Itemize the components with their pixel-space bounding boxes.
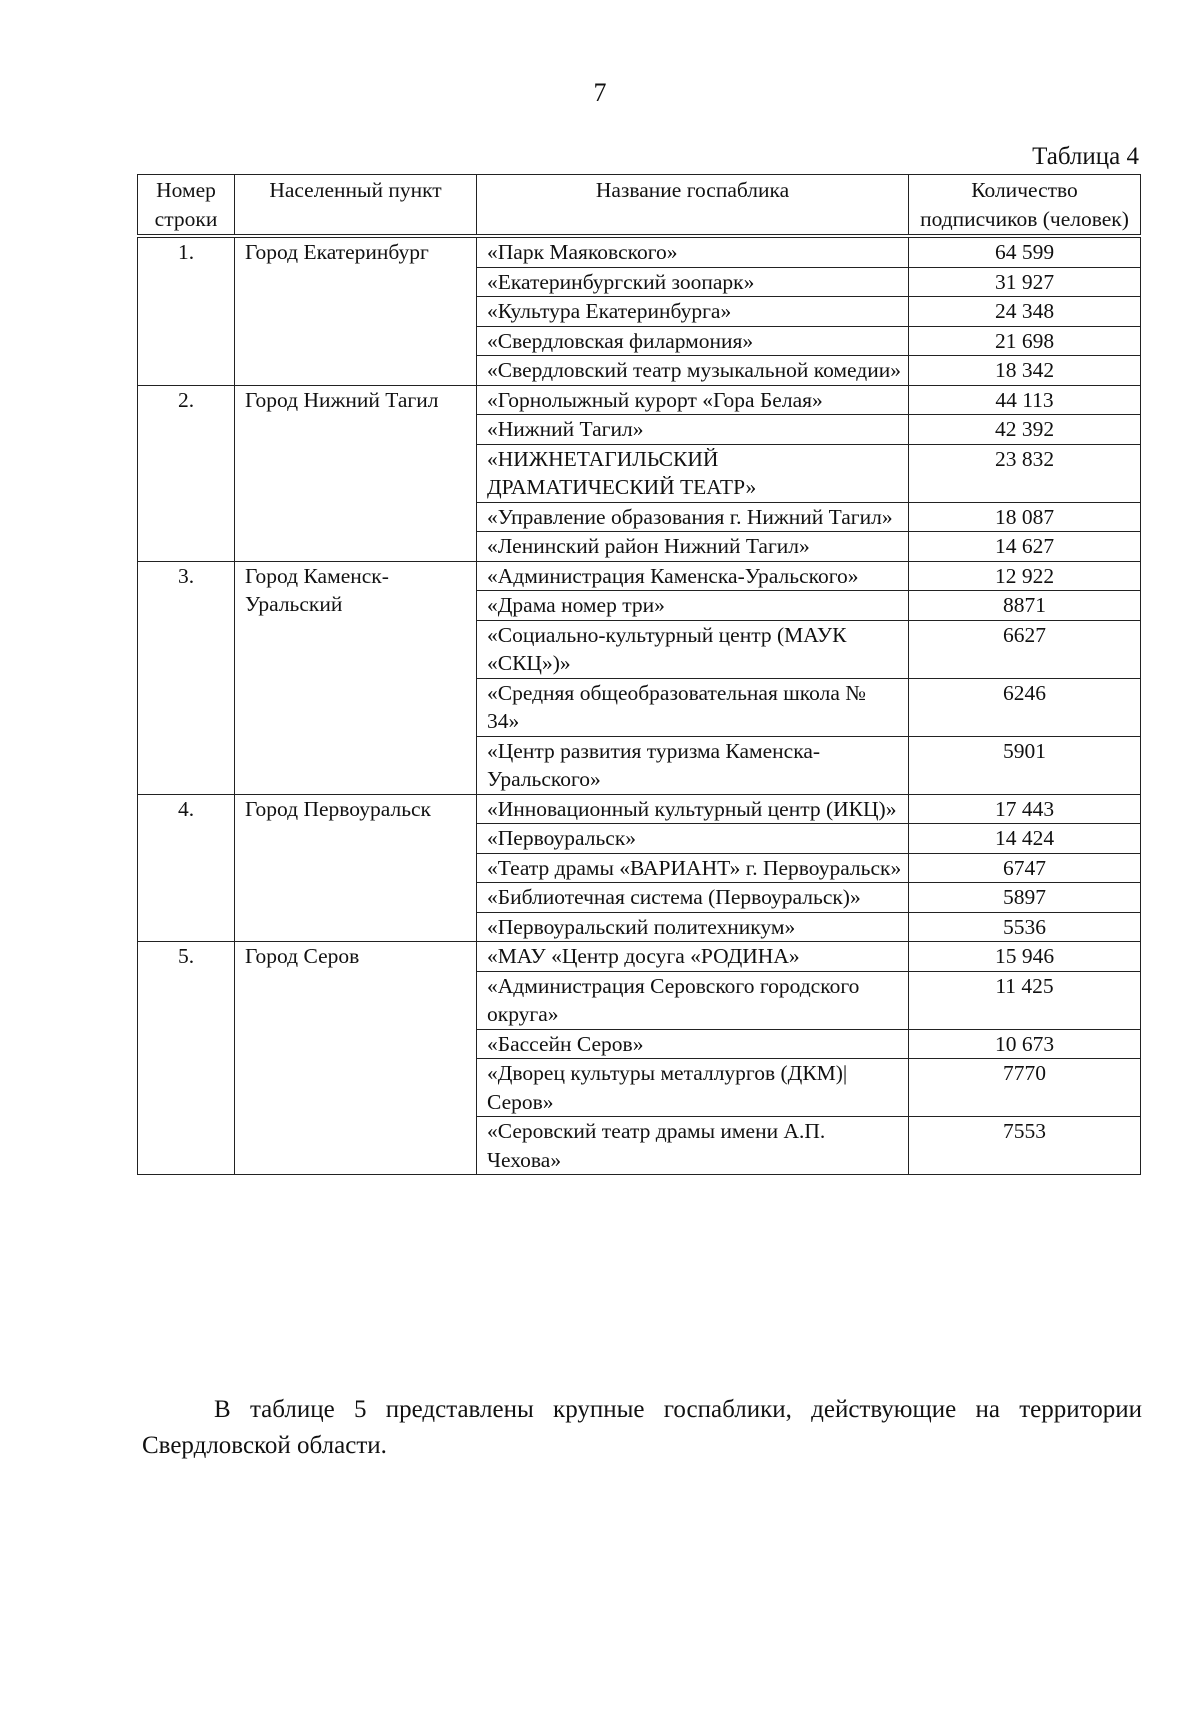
page-number: 7 <box>593 78 607 107</box>
subscribers-count-cell: 5897 <box>909 883 1141 913</box>
header-settlement: Населенный пункт <box>235 175 477 237</box>
settlement-cell: Город Нижний Тагил <box>235 385 477 561</box>
header-row-number: Номер строки <box>138 175 235 237</box>
public-name-cell: «Нижний Тагил» <box>477 415 909 445</box>
public-name-cell: «Культура Екатеринбурга» <box>477 297 909 327</box>
public-name-cell: «Екатеринбургский зоопарк» <box>477 267 909 297</box>
table-header <box>138 175 1141 237</box>
subscribers-count-cell: 15 946 <box>909 942 1141 972</box>
public-name-cell: «Свердловская филармония» <box>477 326 909 356</box>
table-body <box>138 236 1141 1175</box>
public-name-cell: «Парк Маяковского» <box>477 236 909 267</box>
public-name-cell: «Администрация Каменска-Уральского» <box>477 561 909 591</box>
subscribers-count-cell: 7770 <box>909 1059 1141 1117</box>
subscribers-count-cell: 21 698 <box>909 326 1141 356</box>
public-name-cell: «Ленинский район Нижний Тагил» <box>477 532 909 562</box>
subscribers-count-cell: 5536 <box>909 912 1141 942</box>
subscribers-count-cell: 10 673 <box>909 1029 1141 1059</box>
public-name-cell: «Центр развития туризма Каменска-Уральского» <box>477 736 909 794</box>
public-name-cell: «Инновационный культурный центр (ИКЦ)» <box>477 794 909 824</box>
row-number-cell: 1. <box>138 236 235 385</box>
header-subscribers-count: Количество подписчиков (человек) <box>909 175 1141 237</box>
public-name-cell: «Свердловский театр музыкальной комедии» <box>477 356 909 386</box>
header-public-name: Название госпаблика <box>477 175 909 237</box>
subscribers-count-cell: 14 424 <box>909 824 1141 854</box>
table-row <box>138 794 1141 824</box>
public-name-cell: «Драма номер три» <box>477 591 909 621</box>
subscribers-count-cell: 8871 <box>909 591 1141 621</box>
subscribers-count-cell: 14 627 <box>909 532 1141 562</box>
table-row <box>138 385 1141 415</box>
public-name-cell: «Социально-культурный центр (МАУК «СКЦ»)» <box>477 620 909 678</box>
public-name-cell: «Серовский театр драмы имени А.П. Чехова» <box>477 1117 909 1175</box>
table-caption: Таблица 4 <box>1032 143 1139 170</box>
settlement-cell: Город Первоуральск <box>235 794 477 942</box>
subscribers-count-cell: 18 087 <box>909 502 1141 532</box>
public-name-cell: «Горнолыжный курорт «Гора Белая» <box>477 385 909 415</box>
body-paragraph: В таблице 5 представлены крупные госпаблики, действующие на территории Свердловской области. <box>142 1396 1142 1459</box>
subscribers-count-cell: 44 113 <box>909 385 1141 415</box>
public-name-cell: «Первоуральск» <box>477 824 909 854</box>
subscribers-count-cell: 23 832 <box>909 444 1141 502</box>
subscribers-count-cell: 31 927 <box>909 267 1141 297</box>
subscribers-count-cell: 6747 <box>909 853 1141 883</box>
settlement-cell: Город Каменск-Уральский <box>235 561 477 794</box>
subscribers-count-cell: 7553 <box>909 1117 1141 1175</box>
public-name-cell: «Библиотечная система (Первоуральск)» <box>477 883 909 913</box>
public-name-cell: «Средняя общеобразовательная школа № 34» <box>477 678 909 736</box>
public-name-cell: «Театр драмы «ВАРИАНТ» г. Первоуральск» <box>477 853 909 883</box>
row-number-cell: 3. <box>138 561 235 794</box>
public-name-cell: «НИЖНЕТАГИЛЬСКИЙ ДРАМАТИЧЕСКИЙ ТЕАТР» <box>477 444 909 502</box>
table-row <box>138 942 1141 972</box>
row-number-cell: 4. <box>138 794 235 942</box>
settlement-cell: Город Серов <box>235 942 477 1175</box>
row-number-cell: 2. <box>138 385 235 561</box>
public-name-cell: «МАУ «Центр досуга «РОДИНА» <box>477 942 909 972</box>
table-row <box>138 236 1141 267</box>
subscribers-count-cell: 42 392 <box>909 415 1141 445</box>
public-name-cell: «Управление образования г. Нижний Тагил» <box>477 502 909 532</box>
subscribers-count-cell: 5901 <box>909 736 1141 794</box>
subscribers-count-cell: 12 922 <box>909 561 1141 591</box>
public-name-cell: «Дворец культуры металлургов (ДКМ)|Серов» <box>477 1059 909 1117</box>
public-name-cell: «Бассейн Серов» <box>477 1029 909 1059</box>
subscribers-count-cell: 11 425 <box>909 971 1141 1029</box>
subscribers-table <box>137 174 1141 1175</box>
public-name-cell: «Администрация Серовского городского округа» <box>477 971 909 1029</box>
subscribers-count-cell: 64 599 <box>909 236 1141 267</box>
settlement-cell: Город Екатеринбург <box>235 236 477 385</box>
subscribers-count-cell: 18 342 <box>909 356 1141 386</box>
subscribers-count-cell: 24 348 <box>909 297 1141 327</box>
table-row <box>138 561 1141 591</box>
row-number-cell: 5. <box>138 942 235 1175</box>
subscribers-count-cell: 6246 <box>909 678 1141 736</box>
public-name-cell: «Первоуральский политехникум» <box>477 912 909 942</box>
subscribers-count-cell: 17 443 <box>909 794 1141 824</box>
subscribers-count-cell: 6627 <box>909 620 1141 678</box>
